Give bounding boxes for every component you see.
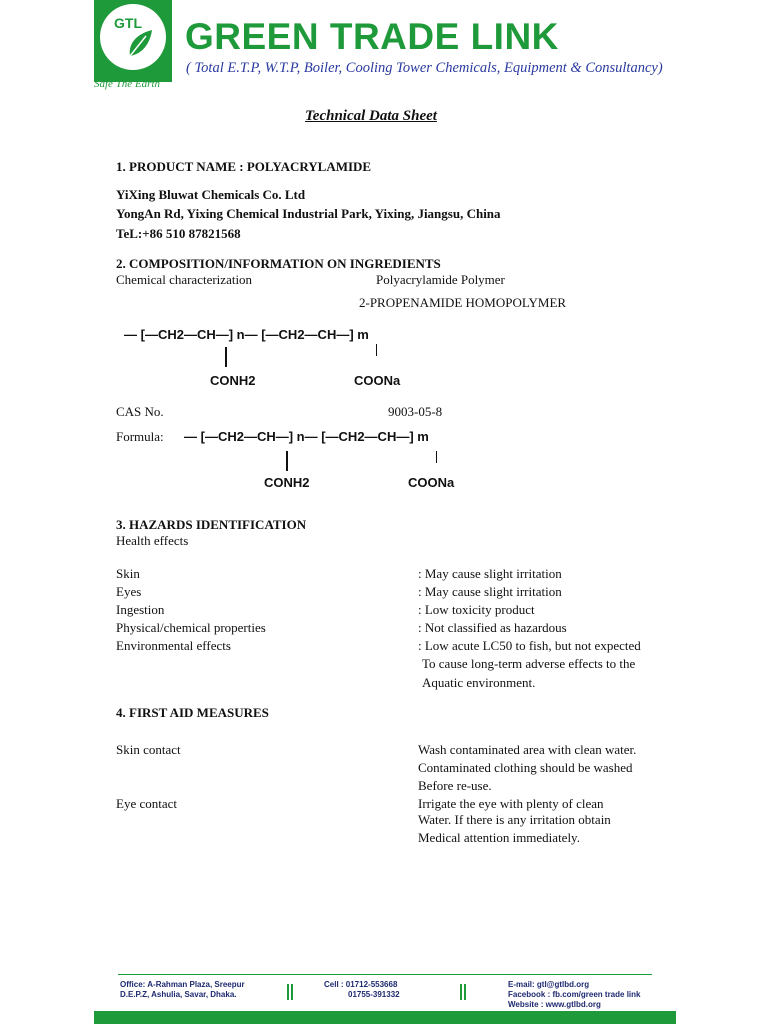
skin-contact-text: Contaminated clothing should be washed (418, 760, 633, 775)
bond-line (225, 347, 227, 367)
hazard-value-cont: Aquatic environment. (422, 675, 536, 690)
manufacturer-name: YiXing Bluwat Chemicals Co. Ltd (116, 187, 306, 202)
page-title: Technical Data Sheet (305, 108, 437, 124)
footer-bar (94, 1011, 676, 1024)
hazard-label: Eyes (116, 584, 142, 599)
section1-heading: 1. PRODUCT NAME : POLYACRYLAMIDE (116, 159, 372, 174)
footer-website: Website : www.gtlbd.org (508, 1000, 601, 1009)
hazard-label: Ingestion (116, 602, 165, 617)
group-amide: CONH2 (210, 373, 256, 388)
hazard-value-cont: To cause long-term adverse effects to the (422, 656, 636, 671)
structure-formula-1: — [—CH2—CH—] n— [—CH2—CH—] m (124, 327, 369, 342)
bond-line (376, 344, 377, 356)
footer-office: Office: A-Rahman Plaza, Sreepur (120, 980, 245, 989)
skin-contact-text: Before re-use. (418, 778, 492, 793)
eye-contact-label: Eye contact (116, 796, 177, 811)
formula-label: Formula: (116, 429, 164, 444)
footer-facebook: Facebook : fb.com/green trade link (508, 990, 641, 999)
group-carboxylate: COONa (408, 475, 455, 490)
footer-phone: Cell : 01712-553668 (324, 980, 398, 989)
logo-text: GTL (114, 15, 142, 31)
structure-formula-2: — [—CH2—CH—] n— [—CH2—CH—] m (184, 429, 429, 444)
bond-line (436, 451, 437, 463)
group-amide: CONH2 (264, 475, 310, 490)
cas-value: 9003-05-8 (388, 404, 443, 419)
manufacturer-phone: TeL:+86 510 87821568 (116, 226, 241, 241)
company-subtitle: ( Total E.T.P, W.T.P, Boiler, Cooling Tower Chemicals, Equipment & Consultancy) (186, 60, 663, 76)
footer-divider (118, 974, 652, 975)
leaf-icon (100, 4, 166, 70)
hazard-label: Physical/chemical properties (116, 620, 266, 635)
section3-heading: 3. HAZARDS IDENTIFICATION (116, 517, 307, 532)
footer-email: E-mail: gtl@gtlbd.org (508, 980, 590, 989)
eye-contact-text: Irrigate the eye with plenty of clean (418, 796, 604, 811)
footer-phone: 01755-391332 (348, 990, 400, 999)
char-label: Chemical characterization (116, 272, 253, 287)
section3-subheading: Health effects (116, 533, 189, 548)
eye-contact-text: Water. If there is any irritation obtain (418, 812, 611, 827)
cas-label: CAS No. (116, 404, 164, 419)
eye-contact-text: Medical attention immediately. (418, 830, 580, 845)
skin-contact-text: Wash contaminated area with clean water. (418, 742, 637, 757)
section4-heading: 4. FIRST AID MEASURES (116, 705, 269, 720)
divider-icon (460, 984, 466, 1000)
divider-icon (287, 984, 293, 1000)
hazard-value: : Low acute LC50 to fish, but not expected (418, 638, 641, 653)
hazard-value: : May cause slight irritation (418, 566, 562, 581)
char-value-2: 2-PROPENAMIDE HOMOPOLYMER (359, 295, 567, 310)
hazard-value: : May cause slight irritation (418, 584, 562, 599)
bond-line (286, 451, 288, 471)
tagline: Safe The Earth (94, 78, 160, 90)
section2-heading: 2. COMPOSITION/INFORMATION ON INGREDIENTS (116, 256, 441, 271)
footer-office: D.E.P.Z, Ashulia, Savar, Dhaka. (120, 990, 237, 999)
hazard-label: Skin (116, 566, 140, 581)
group-carboxylate: COONa (354, 373, 401, 388)
skin-contact-label: Skin contact (116, 742, 181, 757)
hazard-value: : Low toxicity product (418, 602, 535, 617)
company-name: GREEN TRADE LINK (185, 16, 559, 57)
hazard-label: Environmental effects (116, 638, 231, 653)
char-value: Polyacrylamide Polymer (376, 272, 505, 287)
hazard-value: : Not classified as hazardous (418, 620, 567, 635)
logo-emblem (100, 4, 166, 70)
manufacturer-address: YongAn Rd, Yixing Chemical Industrial Park, Yixing, Jiangsu, China (116, 206, 501, 221)
